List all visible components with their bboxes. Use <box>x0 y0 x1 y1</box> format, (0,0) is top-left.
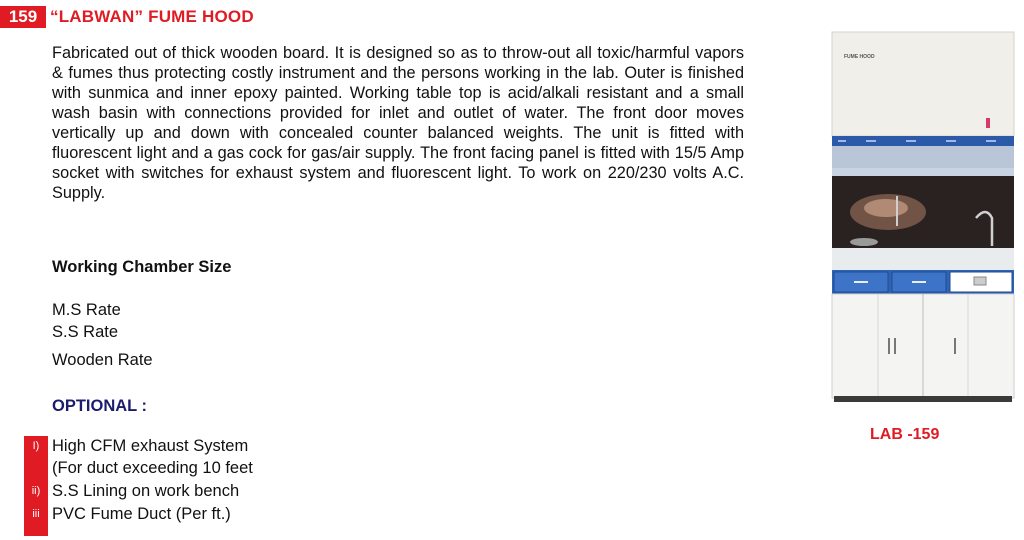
optional-item-text: (For duct exceeding 10 feet <box>52 458 253 477</box>
optional-item-text: PVC Fume Duct (Per ft.) <box>52 504 231 523</box>
roman-numeral: ii) <box>31 485 41 497</box>
optional-item <box>24 435 248 457</box>
optional-heading: OPTIONAL : <box>52 397 148 415</box>
rate-ss: S.S Rate <box>52 323 119 341</box>
product-description: Fabricated out of thick wooden board. It is designed so as to throw-out all toxic/harmful vapors & fumes thus protecting costly instrument and the persons working in the lab. Outer is finished with sunmica and inner epoxy painted. Working table top is acid/alkali resistant and a small wash basin with connections provided for inlet and outlet of water. The front door moves vertically up and down with concealed counter balanced weights. The unit is fitted with fluorescent light and a gas cock for gas/air supply. The front facing panel is fitted with 15/5 Amp socket with switches for exhaust system and fluorescent light. To work on 220/230 volts A.C. Supply. <box>52 44 744 202</box>
working-chamber-heading: Working Chamber Size <box>52 258 232 276</box>
optional-item <box>24 503 231 525</box>
optional-item <box>24 480 239 502</box>
product-code-caption: LAB -159 <box>870 426 940 443</box>
roman-numeral: I) <box>32 440 40 452</box>
rate-wooden: Wooden Rate <box>52 351 153 369</box>
fume-hood-illustration <box>826 28 1020 408</box>
rate-ms: M.S Rate <box>52 301 121 319</box>
optional-item-text: S.S Lining on work bench <box>52 481 240 500</box>
product-image <box>826 28 1020 408</box>
fume-hood-label: FUME HOOD <box>844 54 875 60</box>
optional-item <box>24 457 253 479</box>
roman-numeral: iii <box>32 508 40 520</box>
product-title: “LABWAN” FUME HOOD <box>50 7 254 26</box>
section-header <box>0 6 254 28</box>
optional-item-text: High CFM exhaust System <box>52 436 249 455</box>
item-number-badge: 159 <box>0 6 46 28</box>
